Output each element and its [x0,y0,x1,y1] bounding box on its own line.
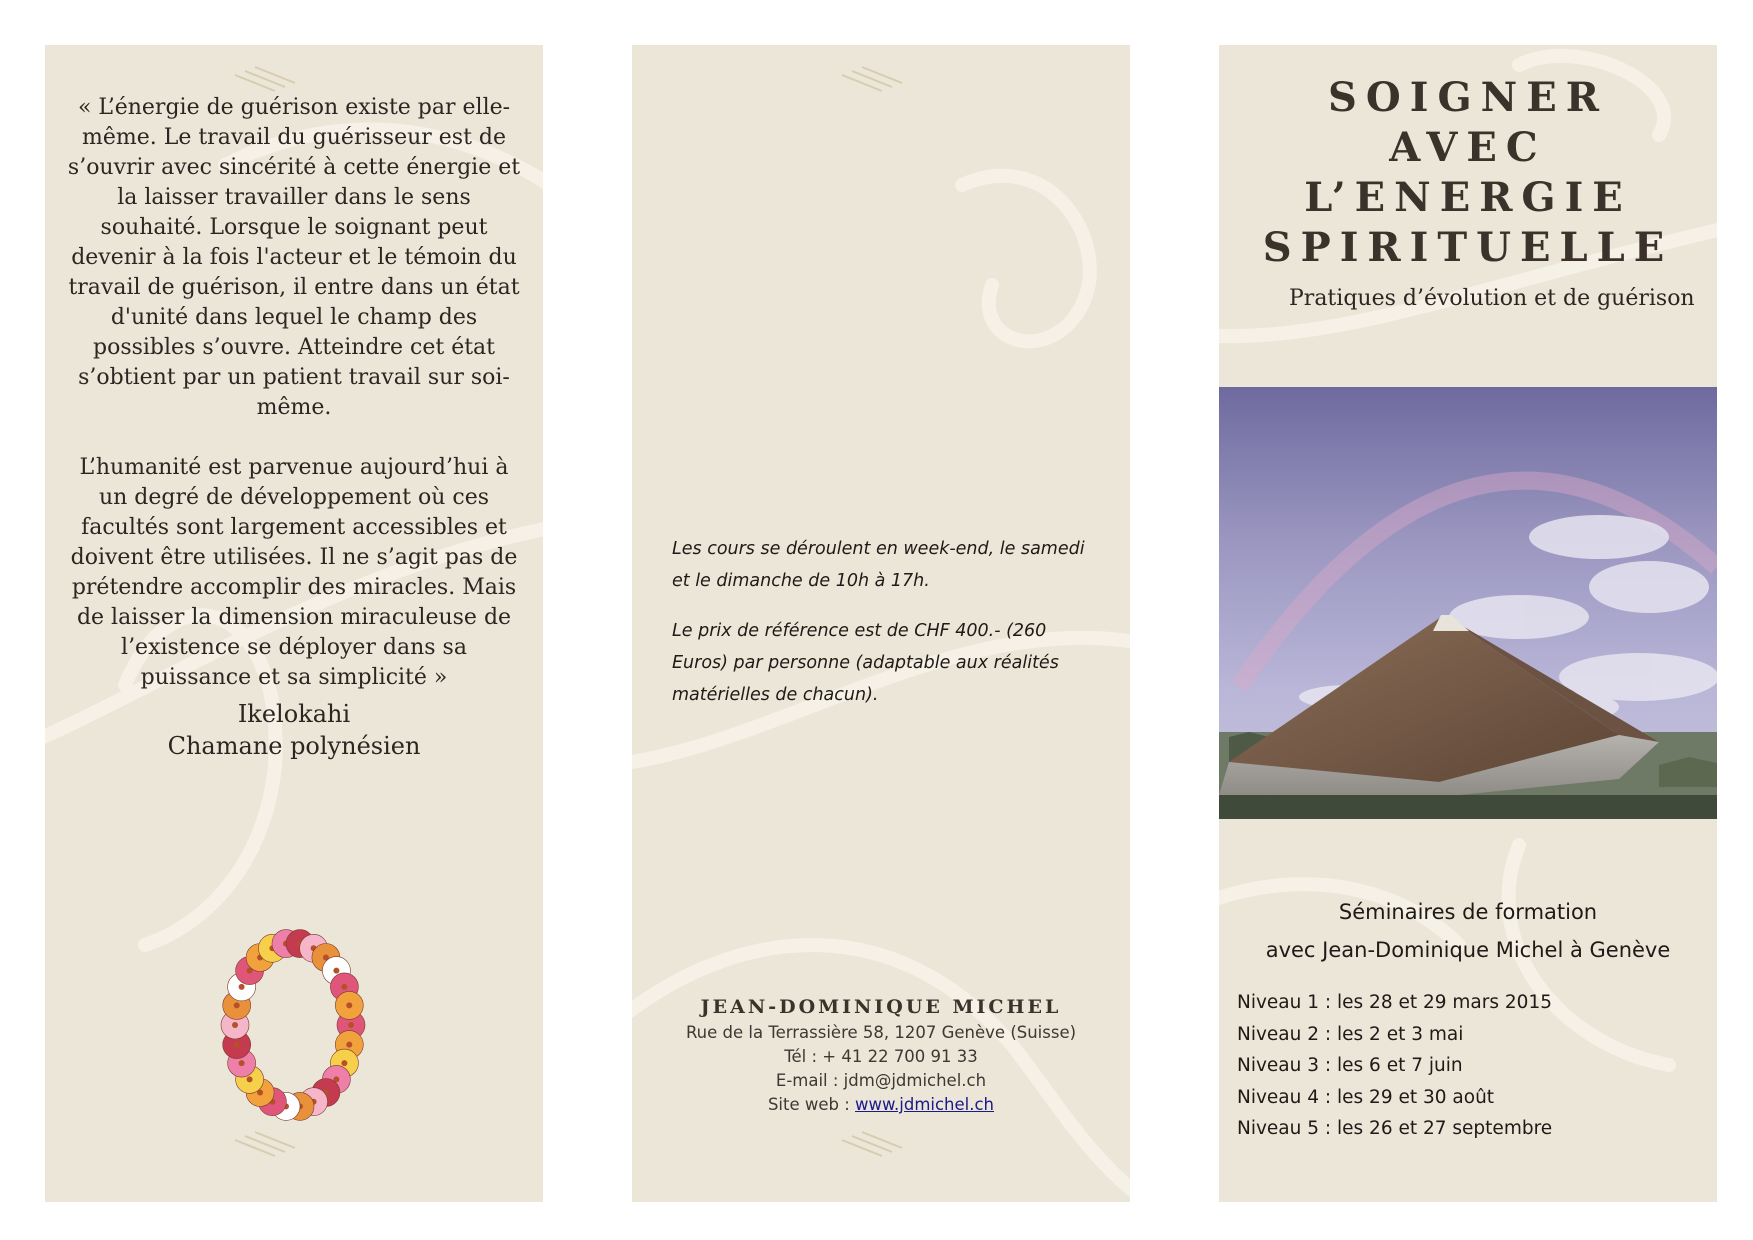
seminar-heading [1219,893,1717,969]
schedule-text: Les cours se déroulent en week-end, le samedi et le dimanche de 10h à 17h. [672,539,1085,591]
brochure-title [1219,73,1717,273]
contact-address: Rue de la Terrassière 58, 1207 Genève (Suisse) [685,1023,1077,1042]
title-line-4: SPIRITUELLE [1262,224,1674,271]
contact-phone: Tél : + 41 22 700 91 33 [784,1047,978,1066]
seminar-line-1: Séminaires de formation [1338,900,1598,924]
level-item: Niveau 5 : les 26 et 27 septembre [1237,1118,1553,1139]
contact-website [632,1093,1130,1117]
brochure-subtitle: Pratiques d’évolution et de guérison [1289,286,1695,311]
levels-list [1237,987,1707,1145]
healer-quote [63,93,525,723]
title-line-2: AVEC [1389,124,1547,171]
middle-panel [632,45,1130,1202]
author-name: Ikelokahi [237,700,351,728]
flower-lei-icon [213,925,373,1125]
contact-email: E-mail : jdm@jdmichel.ch [775,1071,987,1090]
level-item: Niveau 1 : les 28 et 29 mars 2015 [1237,992,1552,1013]
price-text: Le prix de référence est de CHF 400.- (260 Euros) par personne (adaptable aux réalités matérielles de chacun). [672,621,1059,705]
quote-paragraph-1: « L’énergie de guérison existe par elle-même. Le travail du guérisseur est de s’ouvrir avec sincérité à cette énergie et la laisser travailler dans le sens souhaité. Lorsque le soignant peut devenir à la fois l'acteur et le témoin du travail de guérison, il entre dans un état d'unité dans lequel le champ des possibles s’ouvre. Atteindre cet état s’obtient par un patient travail sur soi-même. [67,95,521,420]
title-line-3: L’ENERGIE [1304,174,1632,221]
seminar-line-2: avec Jean-Dominique Michel à Genève [1265,938,1671,962]
level-item: Niveau 4 : les 29 et 30 août [1237,1086,1495,1108]
contact-block [632,995,1130,1117]
website-label: Site web : [767,1095,856,1114]
level-item: Niveau 2 : les 2 et 3 mai [1237,1023,1464,1045]
contact-name: JEAN-DOMINIQUE MICHEL [700,996,1062,1018]
website-link[interactable]: www.jdmichel.ch [855,1095,995,1114]
pyramid-photo [1219,387,1717,819]
level-item: Niveau 3 : les 6 et 7 juin [1237,1055,1463,1076]
quote-paragraph-2: L’humanité est parvenue aujourd’hui à un degré de développement où ces facultés sont largement accessibles et doivent être utilisées. Il ne s’agit pas de prétendre accomplir des miracles. Mais de laisser la dimension miraculeuse de l’existence se déployer dans sa puissance et sa simplicité » [70,455,518,690]
left-panel [45,45,543,1202]
title-line-1: SOIGNER [1328,74,1608,121]
course-info [672,533,1092,729]
right-panel [1219,45,1717,1202]
author-title: Chamane polynésien [167,732,421,760]
